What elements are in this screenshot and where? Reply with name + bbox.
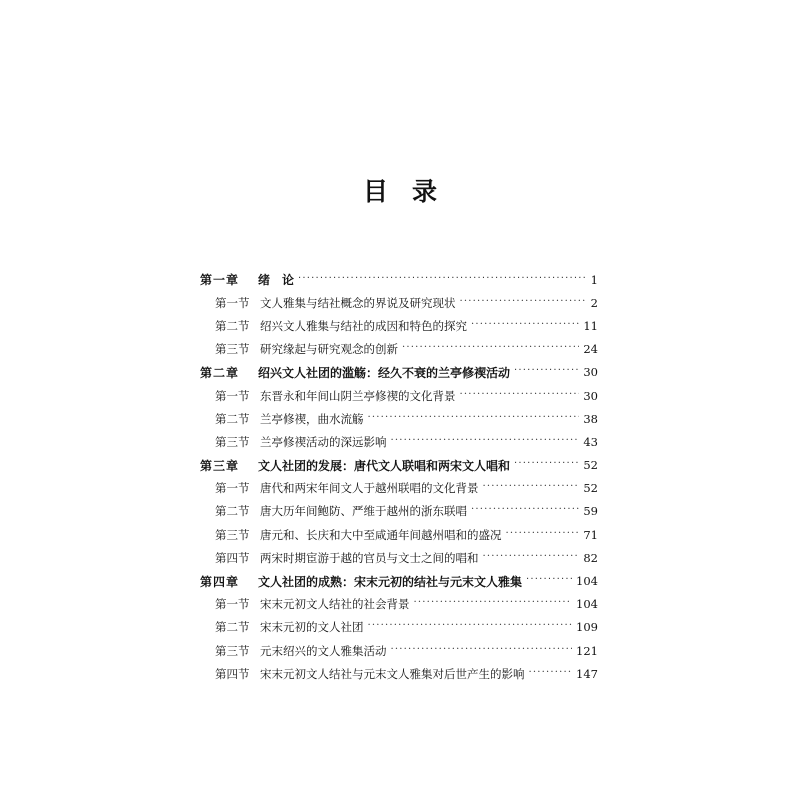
page-number: 59 bbox=[583, 504, 598, 519]
toc-section-entry bbox=[200, 430, 598, 453]
dot-leader bbox=[506, 529, 580, 541]
toc-section-entry bbox=[200, 523, 598, 546]
chapter-title: 文人社团的成熟：宋末元初的结社与元末文人雅集 bbox=[258, 574, 523, 589]
page-number: 104 bbox=[576, 597, 598, 612]
page-number: 121 bbox=[576, 643, 598, 658]
toc-section-entry bbox=[200, 662, 598, 685]
dot-leader bbox=[471, 505, 579, 517]
page-number: 109 bbox=[576, 620, 598, 635]
section-title: 宋末元初文人结社的社会背景 bbox=[260, 597, 410, 612]
chapter-title: 绪 论 bbox=[258, 273, 295, 288]
toc-section-entry bbox=[200, 291, 598, 314]
toc-section-entry bbox=[200, 616, 598, 639]
page-title bbox=[0, 172, 800, 208]
section-title: 东晋永和年间山阴兰亭修禊的文化背景 bbox=[260, 388, 456, 403]
title-char: 录 bbox=[412, 177, 438, 206]
section-number: 第二节 bbox=[215, 620, 250, 635]
dot-leader bbox=[402, 343, 579, 355]
page-number: 104 bbox=[576, 574, 598, 589]
dot-leader bbox=[414, 598, 573, 610]
page-number: 2 bbox=[590, 295, 598, 310]
dot-leader bbox=[526, 575, 572, 587]
chapter-number: 第四章 bbox=[200, 574, 240, 589]
section-number: 第四节 bbox=[215, 666, 250, 681]
section-number: 第一节 bbox=[215, 481, 250, 496]
dot-leader bbox=[391, 436, 580, 448]
page-number: 11 bbox=[583, 318, 598, 333]
dot-leader bbox=[483, 482, 580, 494]
section-title: 文人雅集与结社概念的界说及研究现状 bbox=[260, 295, 456, 310]
section-title: 绍兴文人雅集与结社的成因和特色的探究 bbox=[260, 318, 467, 333]
toc-section-entry bbox=[200, 593, 598, 616]
page-number: 147 bbox=[576, 666, 598, 681]
dot-leader bbox=[483, 552, 580, 564]
chapter-number: 第二章 bbox=[200, 365, 240, 380]
toc-section-entry bbox=[200, 639, 598, 662]
section-number: 第二节 bbox=[215, 318, 250, 333]
section-number: 第二节 bbox=[215, 504, 250, 519]
section-number: 第三节 bbox=[215, 342, 250, 357]
section-title: 兰亭修禊，曲水流觞 bbox=[260, 411, 364, 426]
chapter-number: 第一章 bbox=[200, 273, 240, 288]
toc-section-entry bbox=[200, 314, 598, 337]
section-title: 元末绍兴的文人雅集活动 bbox=[260, 643, 387, 658]
section-title: 唐代和两宋年间文人于越州联唱的文化背景 bbox=[260, 481, 479, 496]
page-number: 1 bbox=[590, 272, 598, 287]
table-of-contents bbox=[200, 268, 598, 685]
dot-leader bbox=[529, 668, 573, 680]
toc-chapter-entry bbox=[200, 361, 598, 384]
toc-chapter-entry bbox=[200, 569, 598, 592]
dot-leader bbox=[298, 274, 587, 286]
dot-leader bbox=[514, 366, 579, 378]
section-number: 第四节 bbox=[215, 550, 250, 565]
toc-chapter-entry bbox=[200, 268, 598, 291]
section-title: 唐大历年间鲍防、严维于越州的浙东联唱 bbox=[260, 504, 467, 519]
page-number: 71 bbox=[583, 527, 598, 542]
dot-leader bbox=[460, 297, 587, 309]
dot-leader bbox=[471, 320, 579, 332]
chapter-title: 文人社团的发展：唐代文人联唱和两宋文人唱和 bbox=[258, 458, 511, 473]
section-title: 宋末元初文人结社与元末文人雅集对后世产生的影响 bbox=[260, 666, 525, 681]
toc-section-entry bbox=[200, 338, 598, 361]
section-number: 第三节 bbox=[215, 643, 250, 658]
section-title: 两宋时期宦游于越的官员与文士之间的唱和 bbox=[260, 550, 479, 565]
section-number: 第二节 bbox=[215, 411, 250, 426]
toc-section-entry bbox=[200, 500, 598, 523]
page-number: 52 bbox=[583, 458, 598, 473]
title-char: 目 bbox=[362, 177, 388, 206]
section-number: 第一节 bbox=[215, 597, 250, 612]
page-number: 30 bbox=[583, 388, 598, 403]
toc-section-entry bbox=[200, 546, 598, 569]
page-number: 82 bbox=[583, 550, 598, 565]
page-number: 52 bbox=[583, 481, 598, 496]
section-number: 第一节 bbox=[215, 388, 250, 403]
section-number: 第三节 bbox=[215, 434, 250, 449]
page-number: 30 bbox=[583, 365, 598, 380]
toc-section-entry bbox=[200, 384, 598, 407]
page-number: 38 bbox=[583, 411, 598, 426]
section-title: 宋末元初的文人社团 bbox=[260, 620, 364, 635]
toc-chapter-entry bbox=[200, 454, 598, 477]
dot-leader bbox=[514, 459, 579, 471]
dot-leader bbox=[368, 621, 573, 633]
section-number: 第三节 bbox=[215, 527, 250, 542]
section-title: 唐元和、长庆和大中至咸通年间越州唱和的盛况 bbox=[260, 527, 502, 542]
section-title: 研究缘起与研究观念的创新 bbox=[260, 342, 398, 357]
toc-section-entry bbox=[200, 477, 598, 500]
section-number: 第一节 bbox=[215, 295, 250, 310]
page-number: 43 bbox=[583, 434, 598, 449]
dot-leader bbox=[460, 390, 580, 402]
page-number: 24 bbox=[583, 342, 598, 357]
section-title: 兰亭修禊活动的深远影响 bbox=[260, 434, 387, 449]
chapter-number: 第三章 bbox=[200, 458, 240, 473]
dot-leader bbox=[391, 645, 573, 657]
chapter-title: 绍兴文人社团的滥觞：经久不衰的兰亭修禊活动 bbox=[258, 365, 511, 380]
dot-leader bbox=[368, 413, 580, 425]
toc-section-entry bbox=[200, 407, 598, 430]
